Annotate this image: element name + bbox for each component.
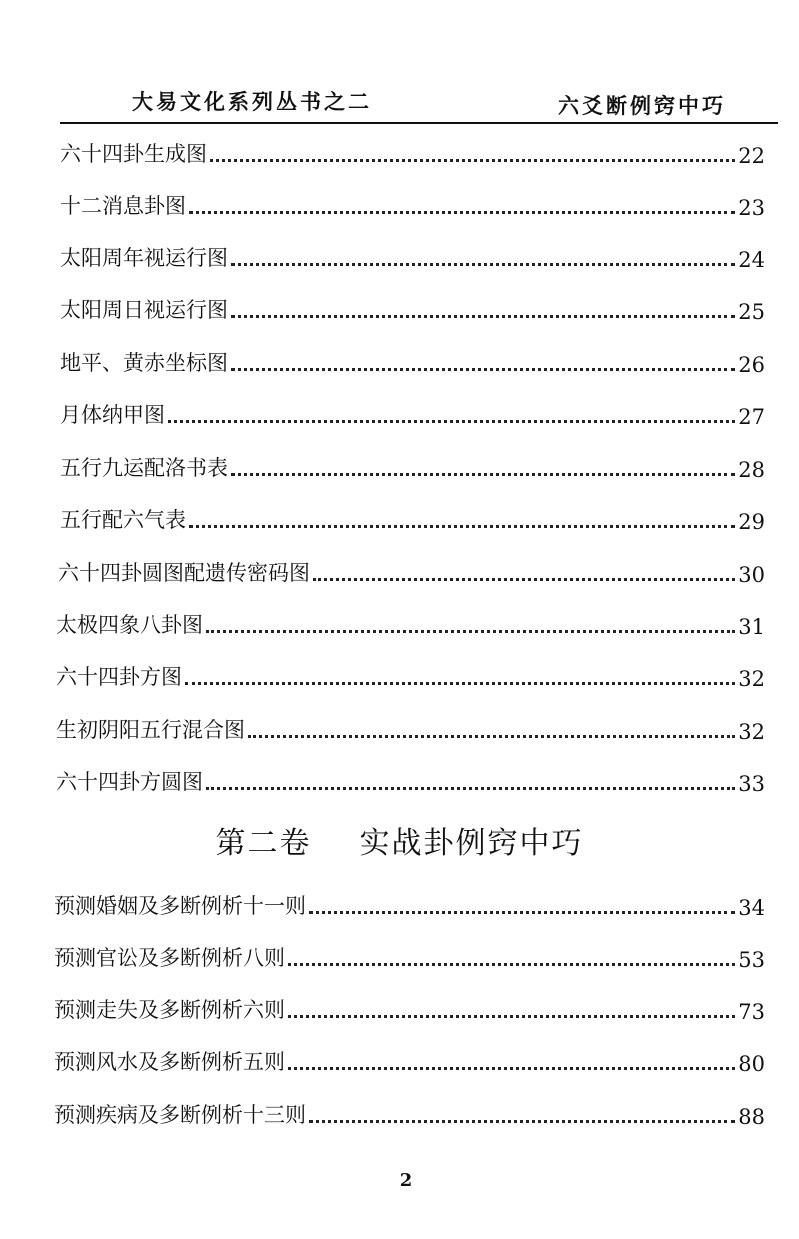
toc-entry-page: 23 [738,196,765,220]
toc-entry-title: 预测风水及多断例析五则 [54,1050,285,1074]
toc-entry-title: 六十四卦方图 [56,665,182,689]
toc-entry-title: 五行九运配洛书表 [60,456,228,480]
toc-entry-page: 22 [738,144,765,168]
toc-entry-title: 六十四卦生成图 [60,142,207,166]
toc-entry-page: 33 [738,772,765,796]
dot-leader [168,420,735,423]
dot-leader [206,787,735,790]
toc-entry[interactable] [54,936,765,972]
toc-entry[interactable] [60,446,765,482]
toc-entry-title: 月体纳甲图 [60,403,165,427]
toc-entry[interactable] [60,184,765,220]
toc-entry[interactable] [60,288,765,324]
dot-leader [189,525,735,528]
toc-entry[interactable] [56,655,765,691]
dot-leader [231,368,735,371]
toc-entry[interactable] [60,393,765,429]
toc-entry-page: 34 [738,896,765,920]
toc-entry-page: 28 [738,458,765,482]
book-title: 六爻断例窍中巧 [558,93,726,118]
toc-entry-page: 26 [738,353,765,377]
dot-leader [231,263,735,266]
toc-entry-title: 五行配六气表 [60,508,186,532]
toc-entry-title: 生初阴阳五行混合图 [56,718,245,742]
toc-entry[interactable] [54,1093,765,1129]
toc-entry[interactable] [60,498,765,534]
toc-entry-page: 32 [738,667,765,691]
toc-entry[interactable] [56,708,765,744]
toc-entry[interactable] [58,551,765,587]
toc-entry[interactable] [60,341,765,377]
dot-leader [231,315,735,318]
toc-entry[interactable] [60,132,765,168]
toc-entry-page: 53 [738,948,765,972]
toc-entry-page: 32 [738,720,765,744]
toc-entry-title: 十二消息卦图 [60,194,186,218]
toc-entry-page: 80 [738,1052,765,1076]
toc-entry[interactable] [54,1040,765,1076]
toc-entry-page: 29 [738,510,765,534]
toc-entry-title: 六十四卦方圆图 [56,770,203,794]
toc-entry[interactable] [54,884,765,920]
toc-entry-page: 25 [738,300,765,324]
dot-leader [288,963,735,966]
page-number: 2 [399,1170,413,1191]
dot-leader [210,159,735,162]
toc-entry-page: 31 [738,615,765,639]
volume-number: 第二卷 [215,826,312,861]
volume-heading [0,818,799,862]
toc-entry-page: 30 [738,563,765,587]
toc-entry[interactable] [56,760,765,796]
toc-entry-page: 27 [738,405,765,429]
toc-entry-title: 六十四卦圆图配遗传密码图 [58,561,310,585]
toc-entry-title: 太极四象八卦图 [56,613,203,637]
header-rule [60,122,778,124]
dot-leader [189,211,735,214]
toc-entry-title: 预测疾病及多断例析十三则 [54,1103,306,1127]
dot-leader [309,1120,735,1123]
toc-entry-title: 预测官讼及多断例析八则 [54,946,285,970]
toc-entry-page: 24 [738,248,765,272]
dot-leader [288,1015,735,1018]
toc-entry-title: 预测走失及多断例析六则 [54,998,285,1022]
dot-leader [185,682,735,685]
toc-entry[interactable] [60,236,765,272]
toc-entry-page: 73 [738,1000,765,1024]
dot-leader [206,630,735,633]
dot-leader [231,473,735,476]
toc-entry-title: 太阳周日视运行图 [60,298,228,322]
running-header [60,80,778,120]
toc-entry-title: 太阳周年视运行图 [60,246,228,270]
dot-leader [313,578,735,581]
toc-entry[interactable] [54,988,765,1024]
dot-leader [309,911,735,914]
dot-leader [288,1067,735,1070]
volume-title: 实战卦例窍中巧 [359,826,584,861]
dot-leader [248,735,735,738]
toc-entry-title: 预测婚姻及多断例析十一则 [54,894,306,918]
toc-entry-page: 88 [738,1105,765,1129]
toc-entry-title: 地平、黄赤坐标图 [60,351,228,375]
toc-entry[interactable] [56,603,765,639]
series-title: 大易文化系列丛书之二 [132,89,372,114]
